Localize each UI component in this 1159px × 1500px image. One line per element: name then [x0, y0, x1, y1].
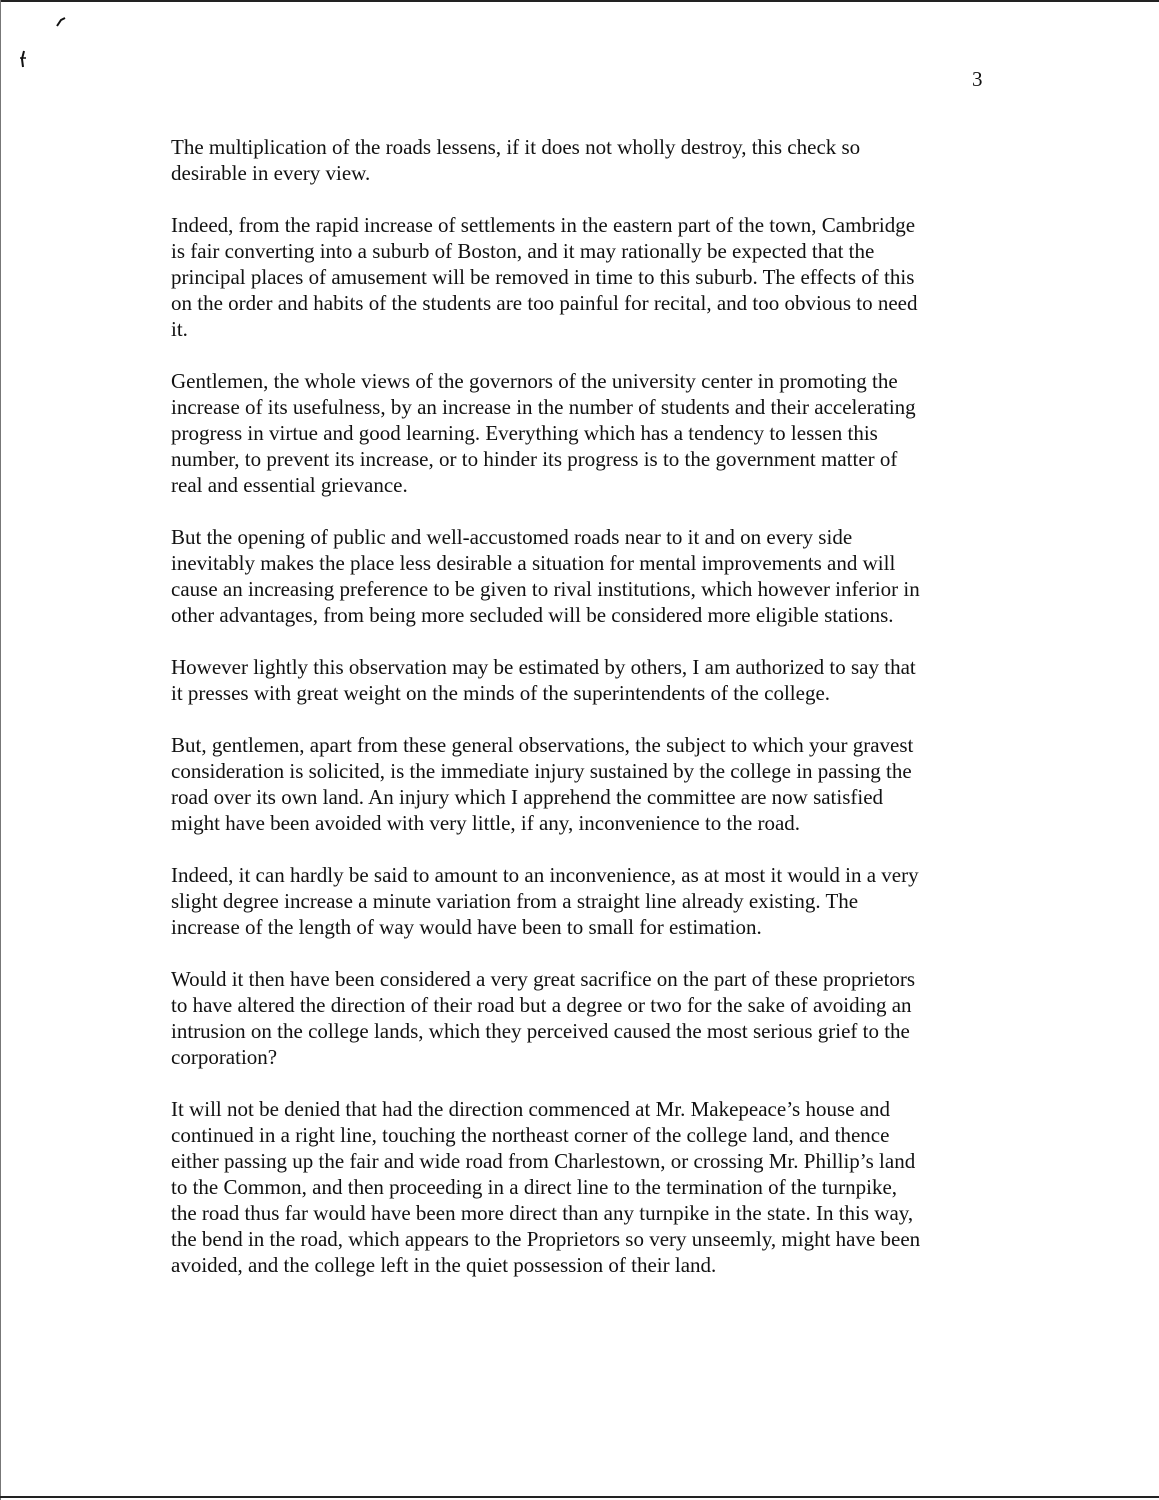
paragraph [171, 1096, 1011, 1278]
text-line: intrusion on the college lands, which they perceived caused the most serious grief to the [171, 1019, 910, 1043]
text-line: However lightly this observation may be estimated by others, I am authorized to say that [171, 655, 916, 679]
text-line: inevitably makes the place less desirable a situation for mental improvements and will [171, 551, 896, 575]
scan-edge-left [0, 0, 1, 1500]
stray-pen-mark [55, 16, 67, 28]
paragraph [171, 966, 1011, 1070]
text-line: it presses with great weight on the minds of the superintendents of the college. [171, 681, 831, 705]
text-line: It will not be denied that had the direction commenced at Mr. Makepeace’s house and [171, 1097, 891, 1121]
text-line: continued in a right line, touching the northeast corner of the college land, and thence [171, 1123, 890, 1147]
text-line: avoided, and the college left in the quiet possession of their land. [171, 1253, 717, 1277]
text-line: corporation? [171, 1045, 278, 1069]
paragraph [171, 134, 1011, 186]
text-line: increase of the length of way would have been to small for estimation. [171, 915, 762, 939]
document-body [171, 134, 1011, 1304]
text-line: Indeed, from the rapid increase of settlements in the eastern part of the town, Cambridge [171, 213, 916, 237]
text-line: Gentlemen, the whole views of the governors of the university center in promoting the [171, 369, 898, 393]
paragraph [171, 524, 1011, 628]
paragraph [171, 862, 1011, 940]
text-line: real and essential grievance. [171, 473, 408, 497]
text-line: progress in virtue and good learning. Everything which has a tendency to lessen this [171, 421, 878, 445]
text-line: on the order and habits of the students are too painful for recital, and too obvious to need [171, 291, 918, 315]
paragraph [171, 212, 1011, 342]
text-line: to have altered the direction of their road but a degree or two for the sake of avoiding an [171, 993, 912, 1017]
text-line: Would it then have been considered a very great sacrifice on the part of these proprietors [171, 967, 916, 991]
text-line: it. [171, 317, 188, 341]
text-line: the road thus far would have been more direct than any turnpike in the state. In this way, [171, 1201, 914, 1225]
text-line: other advantages, from being more secluded will be considered more eligible stations. [171, 603, 894, 627]
paragraph [171, 732, 1011, 836]
text-line: Indeed, it can hardly be said to amount to an inconvenience, as at most it would in a very [171, 863, 919, 887]
text-line: principal places of amusement will be removed in time to this suburb. The effects of this [171, 265, 915, 289]
text-line: to the Common, and then proceeding in a direct line to the termination of the turnpike, [171, 1175, 898, 1199]
text-line: number, to prevent its increase, or to hinder its progress is to the government matter of [171, 447, 898, 471]
text-line: The multiplication of the roads lessens, if it does not wholly destroy, this check so [171, 135, 861, 159]
paragraph [171, 654, 1011, 706]
text-line: increase of its usefulness, by an increase in the number of students and their accelerating [171, 395, 916, 419]
text-line: But the opening of public and well-accustomed roads near to it and on every side [171, 525, 853, 549]
page-number: 3 [972, 67, 983, 91]
scan-edge-top [0, 0, 1159, 2]
stray-pen-mark [18, 50, 28, 68]
text-line: slight degree increase a minute variation from a straight line already existing. The [171, 889, 859, 913]
text-line: either passing up the fair and wide road from Charlestown, or crossing Mr. Phillip’s land [171, 1149, 916, 1173]
text-line: the bend in the road, which appears to the Proprietors so very unseemly, might have been [171, 1227, 921, 1251]
text-line: cause an increasing preference to be given to rival institutions, which however inferior in [171, 577, 920, 601]
text-line: But, gentlemen, apart from these general observations, the subject to which your gravest [171, 733, 914, 757]
text-line: consideration is solicited, is the immediate injury sustained by the college in passing the [171, 759, 912, 783]
text-line: might have been avoided with very little, if any, inconvenience to the road. [171, 811, 801, 835]
paragraph [171, 368, 1011, 498]
text-line: road over its own land. An injury which I apprehend the committee are now satisfied [171, 785, 884, 809]
text-line: is fair converting into a suburb of Boston, and it may rationally be expected that the [171, 239, 875, 263]
text-line: desirable in every view. [171, 161, 371, 185]
scan-edge-bottom [0, 1496, 1159, 1498]
